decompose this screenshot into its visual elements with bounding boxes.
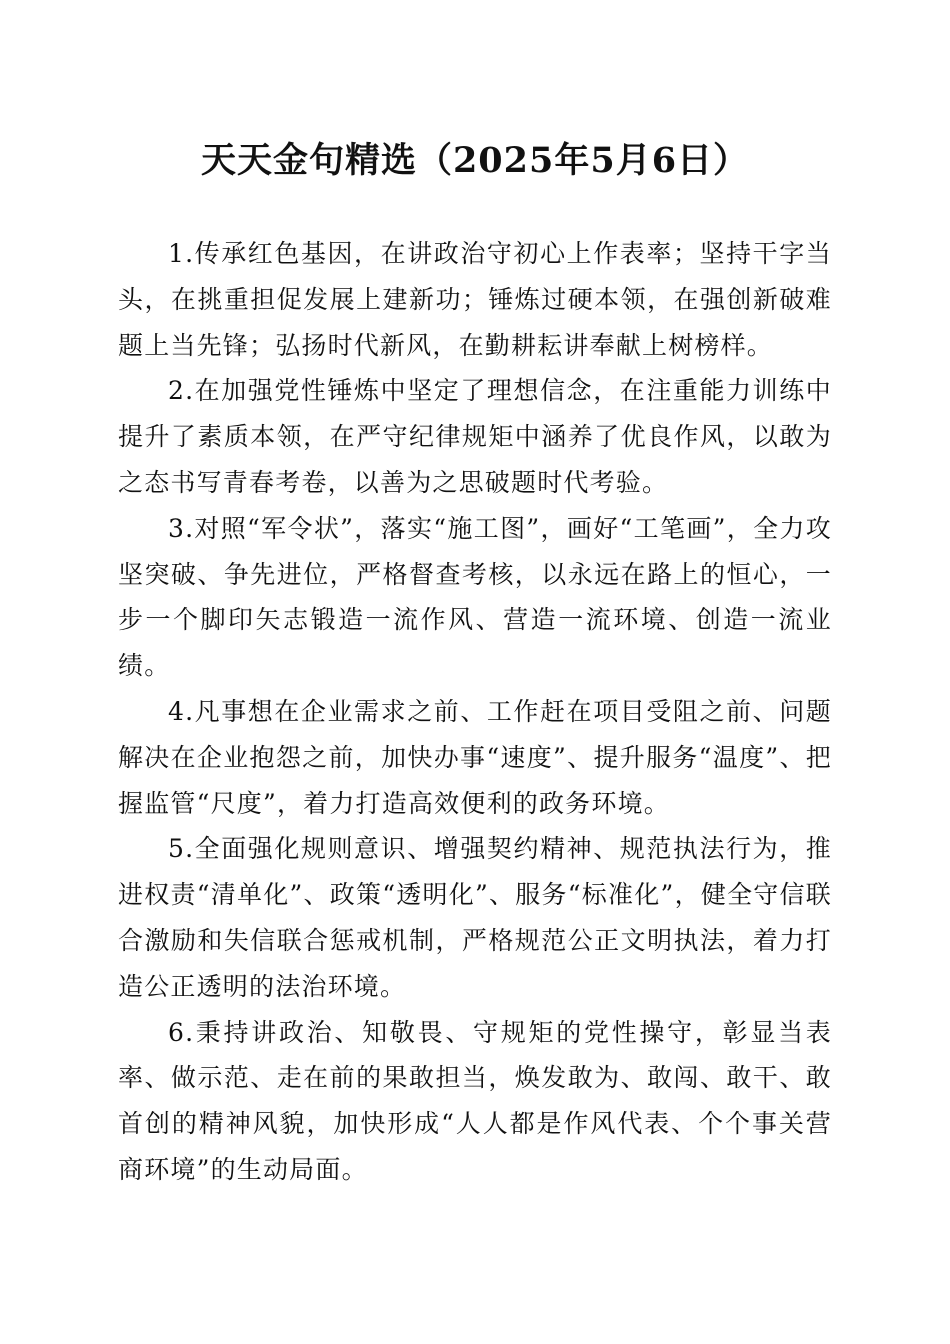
paragraph-5: 5.全面强化规则意识、增强契约精神、规范执法行为，推进权责“清单化”、政策“透明化”、服务“标准化”，健全守信联合激励和失信联合惩戒机制，严格规范公正文明执法，着力打造公正透明的法治环境。 [118, 834, 832, 1001]
paragraph-2: 2.在加强党性锤炼中坚定了理想信念，在注重能力训练中提升了素质本领，在严守纪律规矩中涵养了优良作风，以敢为之态书写青春考卷，以善为之思破题时代考验。 [118, 376, 832, 497]
paragraph-4: 4.凡事想在企业需求之前、工作赶在项目受阻之前、问题解决在企业抱怨之前，加快办事“速度”、提升服务“温度”、把握监管“尺度”，着力打造高效便利的政务环境。 [118, 696, 832, 818]
document-title: 天天金句精选（2025年5月6日） [200, 140, 750, 181]
paragraph-1: 1.传承红色基因，在讲政治守初心上作表率；坚持干字当头，在挑重担促发展上建新功；锤炼过硬本领，在强创新破难题上当先锋；弘扬时代新风，在勤耕耘讲奉献上树榜样。 [118, 239, 832, 360]
document-body [118, 231, 832, 1193]
paragraph-3: 3.对照“军令状”，落实“施工图”，画好“工笔画”，全力攻坚突破、争先进位，严格督查考核，以永远在路上的恒心，一步一个脚印矢志锻造一流作风、营造一流环境、创造一流业绩。 [118, 513, 832, 681]
paragraph-6: 6.秉持讲政治、知敬畏、守规矩的党性操守，彰显当表率、做示范、走在前的果敢担当，焕发敢为、敢闯、敢干、敢首创的精神风貌，加快形成“人人都是作风代表、个个事关营商环境”的生动局面。 [118, 1017, 832, 1184]
